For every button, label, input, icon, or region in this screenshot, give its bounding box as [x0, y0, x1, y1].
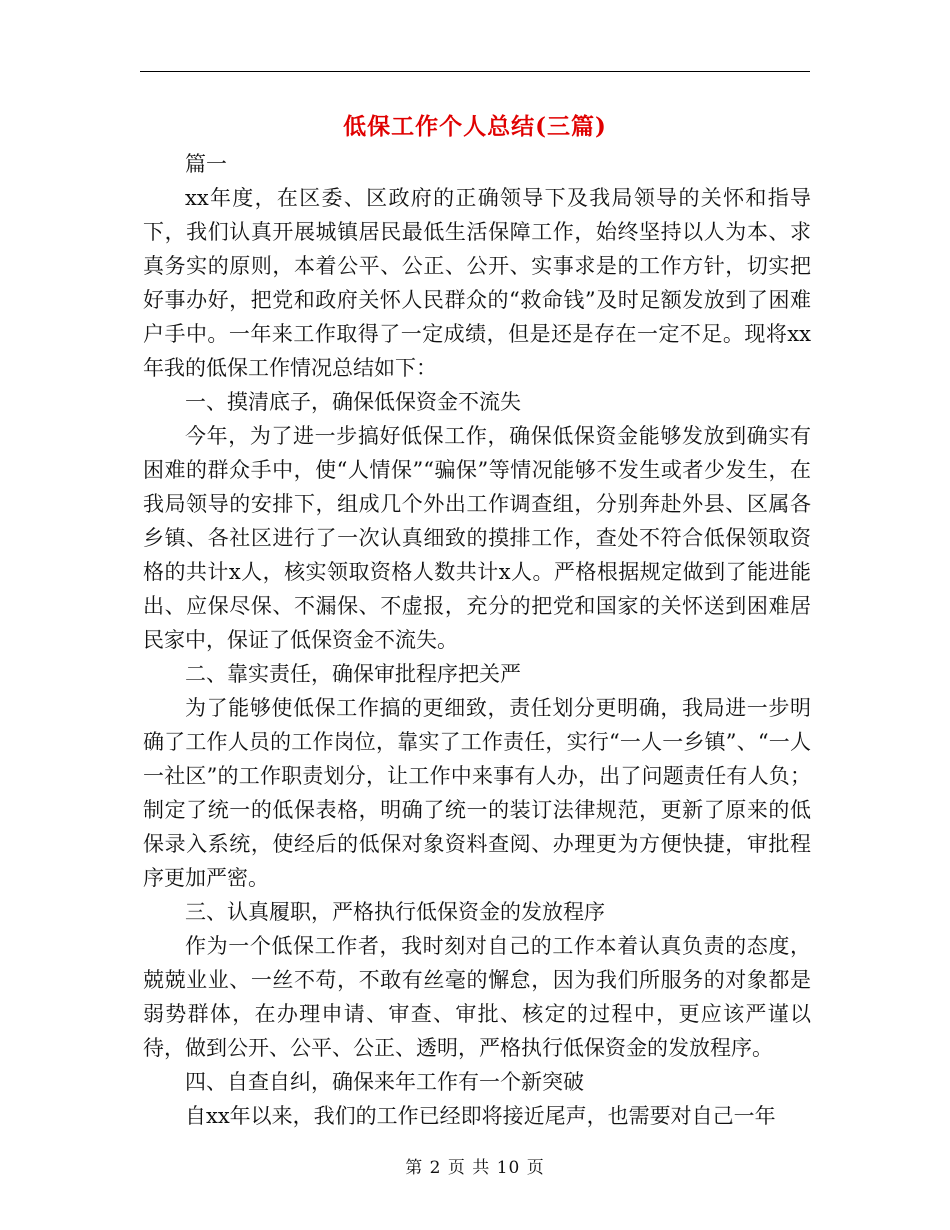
paragraph: xx年度，在区委、区政府的正确领导下及我局领导的关怀和指导下，我们认真开展城镇居民最低生活保障工作，始终坚持以人为本、求真务实的原则，本着公平、公正、公开、实事求是的工作方针，切实把好事办好，把党和政府关怀人民群众的“救命钱”及时足额发放到了困难户手中。一年来工作取得了一定成绩，但是还是存在一定不足。现将xx年我的低保工作情况总结如下：: [143, 186, 811, 380]
document-body: [143, 147, 811, 1133]
header-rule: [140, 71, 810, 72]
paragraph: 为了能够使低保工作搞的更细致，责任划分更明确，我局进一步明确了工作人员的工作岗位，靠实了工作责任，实行“一人一乡镇”、“一人一社区”的工作职责划分，让工作中来事有人办，出了问题责任有人负；制定了统一的低保表格，明确了统一的装订法律规范，更新了原来的低保录入系统，使经后的低保对象资料查阅、办理更为方便快捷，审批程序更加严密。: [143, 696, 811, 890]
section-label: 篇一: [185, 152, 227, 176]
section-heading: 四、自查自纠，确保来年工作有一个新突破: [185, 1070, 584, 1094]
paragraph: 作为一个低保工作者，我时刻对自己的工作本着认真负责的态度，兢兢业业、一丝不苟，不敢有丝毫的懈怠，因为我们所服务的对象都是弱势群体，在办理申请、审查、审批、核定的过程中，更应该严谨以待，做到公开、公平、公正、透明，严格执行低保资金的发放程序。: [143, 934, 811, 1060]
section-heading: 三、认真履职，严格执行低保资金的发放程序: [185, 900, 605, 924]
section-heading: 一、摸清底子，确保低保资金不流失: [185, 390, 521, 414]
paragraph: 自xx年以来，我们的工作已经即将接近尾声，也需要对自己一年: [185, 1104, 776, 1128]
page-footer: 第 2 页 共 10 页: [405, 1158, 545, 1178]
paragraph: 今年，为了进一步搞好低保工作，确保低保资金能够发放到确实有困难的群众手中，使“人情保”“骗保”等情况能够不发生或者少发生，在我局领导的安排下，组成几个外出工作调查组，分别奔赴外县、区属各乡镇、各社区进行了一次认真细致的摸排工作，查处不符合低保领取资格的共计x人，核实领取资格人数共计x人。严格根据规定做到了能进能出、应保尽保、不漏保、不虚报，充分的把党和国家的关怀送到困难居民家中，保证了低保资金不流失。: [143, 424, 811, 652]
document-title: 低保工作个人总结(三篇): [343, 113, 607, 140]
section-heading: 二、靠实责任，确保审批程序把关严: [185, 662, 521, 686]
